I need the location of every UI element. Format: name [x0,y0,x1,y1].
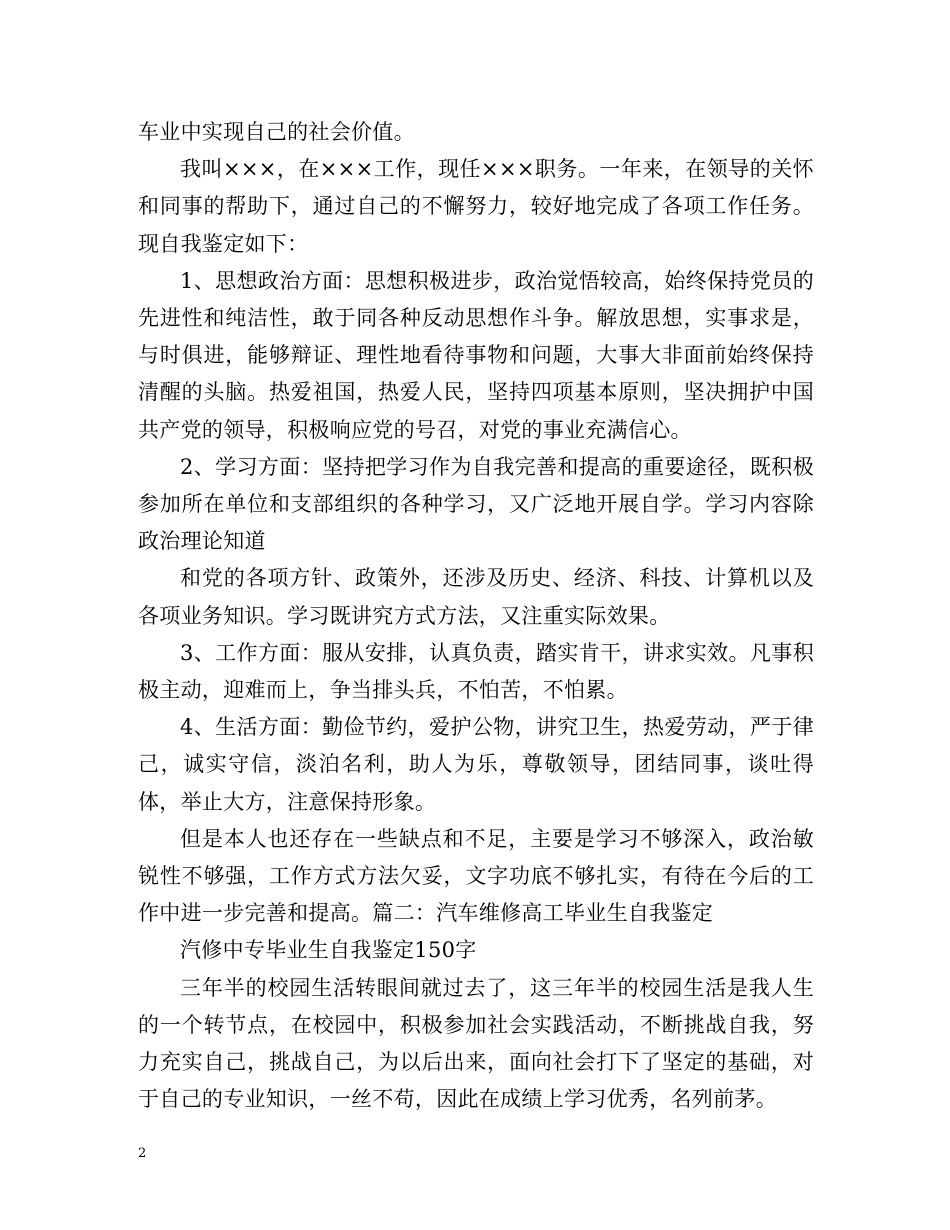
page-number: 2 [138,1146,147,1161]
paragraph-continuation: 车业中实现自己的社会价值。 [138,120,415,144]
paragraph-shortcomings: 但是本人也还存在一些缺点和不足，主要是学习不够深入，政治敏锐性不够强，工作方式方法欠妥，文字功底不够扎实，有待在今后的工作中进一步完善和提高。篇二：汽车维修高工毕业生自我鉴定 [138,826,814,926]
paragraph-life: 4、生活方面：勤俭节约，爱护公物，讲究卫生，热爱劳动，严于律己，诚实守信，淡泊名利，助人为乐，尊敬领导，团结同事，谈吐得体，举止大方，注意保持形象。 [138,715,814,814]
paragraph-study-continued: 和党的各项方针、政策外，还涉及历史、经济、科技、计算机以及各项业务知识。学习既讲究方式方法，又注重实际效果。 [138,566,814,628]
paragraph-school-life: 三年半的校园生活转眼间就过去了，这三年半的校园生活是我人生的一个转节点，在校园中，积极参加社会实践活动，不断挑战自我，努力充实自己，挑战自己，为以后出来，面向社会打下了坚定的基础，对于自己的专业知识，一丝不苟，因此在成绩上学习优秀，名列前茅。 [138,975,814,1112]
paragraph-work: 3、工作方面：服从安排，认真负责，踏实肯干，讲求实效。凡事积极主动，迎难而上，争当排头兵，不怕苦，不怕累。 [138,640,814,703]
paragraph-study: 2、学习方面：坚持把学习作为自我完善和提高的重要途径，既积极参加所在单位和支部组织的各种学习，又广泛地开展自学。学习内容除政治理论知道 [138,454,814,554]
paragraph-introduction: 我叫×××，在×××工作，现任×××职务。一年来，在领导的关怀和同事的帮助下，通过自己的不懈努力，较好地完成了各项工作任务。现自我鉴定如下： [138,157,814,256]
paragraph-political-ideology: 1、思想政治方面：思想积极进步，政治觉悟较高，始终保持党员的先进性和纯洁性，敢于同各种反动思想作斗争。解放思想，实事求是，与时俱进，能够辩证、理性地看待事物和问题，大事大非面前始终保持清醒的头脑。热爱祖国，热爱人民，坚持四项基本原则，坚决拥护中国共产党的领导，积极响应党的号召，对党的事业充满信心。 [138,268,814,442]
paragraph-section-heading: 汽修中专毕业生自我鉴定150字 [180,938,477,963]
document-body [138,114,814,1118]
